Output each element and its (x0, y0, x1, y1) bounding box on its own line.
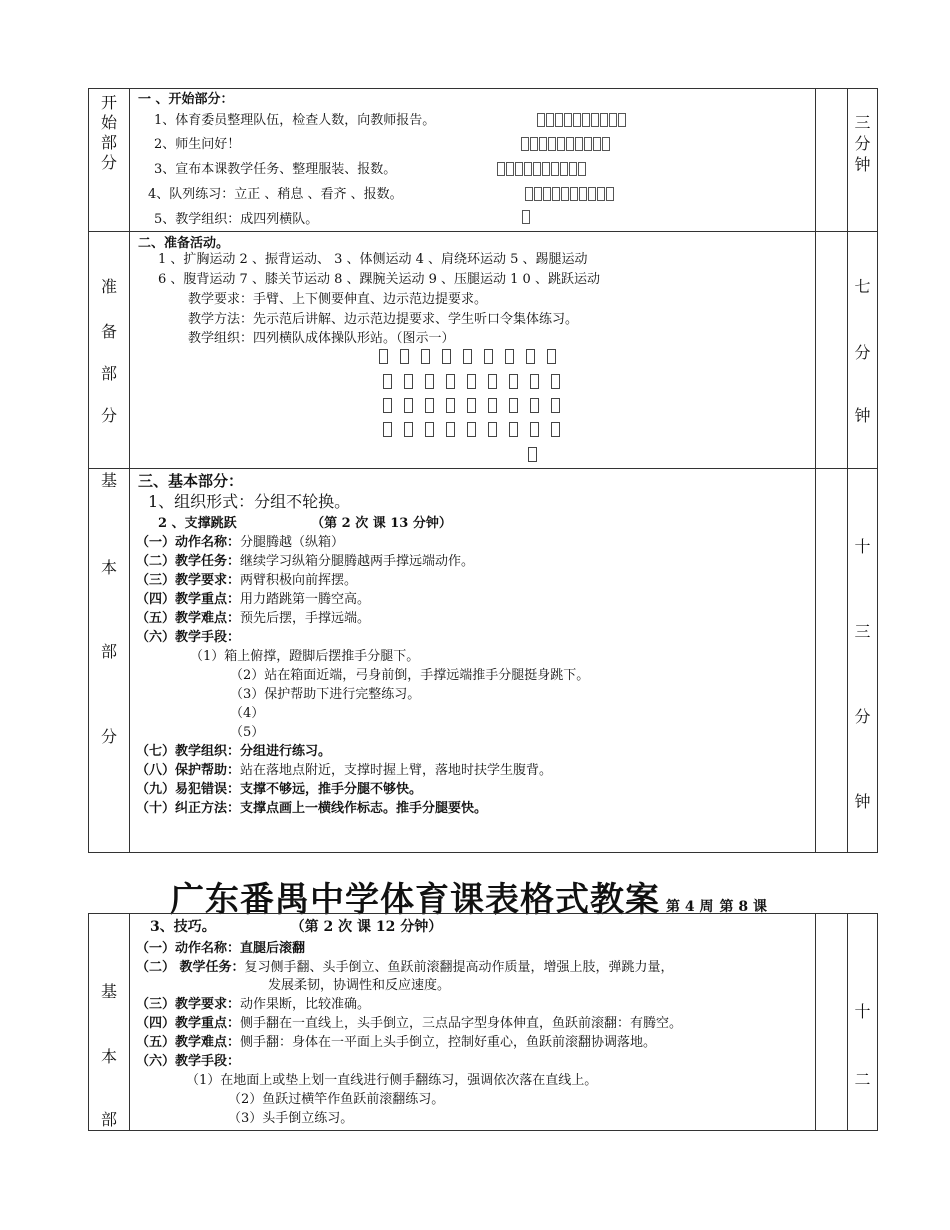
field-row: （七）教学组织：分组进行练习。 (136, 744, 332, 759)
basic-empty-cell (816, 469, 848, 853)
item-session-2: （第 2 次 课 12 分钟） (290, 919, 443, 935)
field-row-continued: 发展柔韧，协调性和反应速度。 (268, 978, 451, 993)
field-row: （二） 教学任务：复习侧手翻、头手倒立、鱼跃前滚翻提高动作质量，增强上肢，弹跳力量， (136, 960, 674, 975)
basic-heading: 三、基本部分： (138, 472, 244, 490)
side-char: 备 (100, 322, 117, 341)
formation-glyphs (525, 187, 615, 204)
means-line: （2）站在箱面近端，弓身前倒，手撑远端推手分腿挺身跳下。 (230, 668, 590, 683)
side-char: 基 (100, 982, 117, 1001)
basic-section-row-2 (89, 914, 877, 1130)
basic-time-label-2 (848, 914, 877, 1130)
time-char: 三 (854, 113, 871, 132)
means-line: （1）箱上俯撑，蹬脚后摆推手分腿下。 (190, 649, 420, 664)
field-row: （三）教学要求：动作果断，比较准确。 (136, 997, 371, 1012)
side-char: 始 (100, 113, 117, 132)
time-char: 分 (854, 707, 871, 726)
field-row: （三）教学要求：两臂积极向前挥摆。 (136, 573, 358, 588)
side-char: 基 (100, 471, 117, 490)
time-char: 钟 (854, 406, 871, 425)
prep-exercises-1: 1 、扩胸运动 2 、振背运动、 3 、体侧运动 4 、肩绕环运动 5 、踢腿运动 (158, 252, 588, 267)
item-title-2 (150, 919, 442, 935)
basic-org-form: 1、组织形式：分组不轮换。 (148, 492, 351, 511)
time-char: 七 (854, 277, 871, 296)
field-row: （一）动作名称：分腿腾越（纵箱） (136, 535, 345, 550)
field-row: （一）动作名称：直腿后滚翻 (136, 941, 306, 956)
basic-section-content (130, 469, 816, 853)
formation-glyphs (522, 210, 531, 227)
means-line: （3）头手倒立练习。 (228, 1111, 354, 1126)
time-char: 三 (854, 622, 871, 641)
prep-time-label (848, 232, 877, 468)
start-line-3: 3、宣布本课教学任务、整理服装、报数。 (154, 162, 397, 177)
start-line-1: 1、体育委员整理队伍，检查人数，向教师报告。 (154, 113, 436, 128)
item-title (158, 516, 452, 532)
time-char: 十 (854, 1002, 871, 1021)
side-char: 准 (100, 277, 117, 296)
start-section-content (130, 89, 816, 231)
means-line: （5） (230, 725, 265, 740)
side-char: 分 (100, 727, 117, 746)
formation-diagram-row-2 (383, 374, 572, 394)
field-row: （二）教学任务：继续学习纵箱分腿腾越两手撑远端动作。 (136, 554, 475, 569)
prep-section-label (89, 232, 130, 468)
basic-empty-cell-2 (816, 914, 848, 1130)
side-char: 本 (100, 1047, 117, 1066)
basic-section-label-2 (89, 914, 130, 1130)
basic-section-label (89, 469, 130, 853)
means-line: （1）在地面上或垫上划一直线进行侧手翻练习，强调依次落在直线上。 (186, 1073, 598, 1088)
time-char: 钟 (854, 792, 871, 811)
formation-diagram-row-3 (383, 398, 572, 418)
side-char: 部 (100, 133, 117, 152)
item-session: （第 2 次 课 13 分钟） (311, 516, 452, 531)
item-title-text-2: 3、技巧。 (150, 919, 216, 935)
formation-glyphs (497, 162, 587, 179)
formation-glyphs (521, 137, 611, 154)
side-char: 部 (100, 642, 117, 661)
lesson-table-1 (88, 88, 878, 853)
basic-section-content-2 (130, 914, 816, 1130)
means-line: （2）鱼跃过横竿作鱼跃前滚翻练习。 (228, 1092, 445, 1107)
field-row: （四）教学重点：用力踏跳第一腾空高。 (136, 592, 371, 607)
side-char: 本 (100, 558, 117, 577)
formation-glyphs (537, 113, 627, 130)
means-line: （3）保护帮助下进行完整练习。 (230, 687, 421, 702)
time-char: 分 (854, 134, 871, 153)
prep-section-content (130, 232, 816, 468)
lesson-label: 第 8 课 (719, 899, 767, 915)
prep-organization: 教学组织：四列横队成体操队形站。（图示一） (188, 331, 455, 346)
side-char: 开 (100, 93, 117, 112)
formation-diagram-row-1 (379, 349, 568, 369)
teacher-marker (528, 447, 549, 467)
means-line: （4） (230, 706, 265, 721)
side-char: 分 (100, 406, 117, 425)
start-heading: 一 、开始部分： (138, 92, 234, 107)
prep-section-row (89, 231, 877, 469)
start-line-5: 5、教学组织：成四列横队。 (154, 212, 319, 227)
item-title-text: 2 、支撑跳跃 (158, 516, 237, 531)
lesson-table-2 (88, 913, 878, 1131)
side-char: 部 (100, 364, 117, 383)
prep-method: 教学方法：先示范后讲解、边示范边提要求、学生听口令集体练习。 (188, 312, 579, 327)
field-row: （八）保护帮助：站在落地点附近，支撑时握上臂，落地时扶学生腹背。 (136, 763, 553, 778)
field-row: （五）教学难点：预先后摆，手撑远端。 (136, 611, 371, 626)
week-label: 第 4 周 (666, 899, 714, 915)
time-char: 二 (854, 1070, 871, 1089)
field-row: （四）教学重点：侧手翻在一直线上，头手倒立，三点品字型身体伸直，鱼跃前滚翻：有腾空。 (136, 1016, 683, 1031)
start-line-4: 4、队列练习：立正 、稍息 、看齐 、报数。 (148, 187, 403, 202)
page-title-main: 广东番禺中学体育课表格式教案 (170, 880, 660, 920)
prep-empty-cell (816, 232, 848, 468)
basic-section-row (89, 468, 877, 854)
start-empty-cell (816, 89, 848, 231)
prep-exercises-2: 6 、腹背运动 7 、膝关节运动 8 、踝腕关运动 9 、压腿运动 1 0 、跳跃运动 (158, 272, 600, 287)
start-line-2: 2、师生问好！ (154, 137, 241, 152)
field-row: （六）教学手段： (136, 630, 241, 645)
basic-time-label (848, 469, 877, 853)
prep-requirement: 教学要求：手臂、上下侧要伸直、边示范边提要求。 (188, 292, 488, 307)
field-row: （五）教学难点：侧手翻：身体在一平面上头手倒立，控制好重心，鱼跃前滚翻协调落地。 (136, 1035, 657, 1050)
time-char: 十 (854, 537, 871, 556)
start-time-label (848, 89, 877, 231)
start-section-row (89, 89, 877, 231)
side-char: 部 (100, 1110, 117, 1129)
start-section-label (89, 89, 130, 231)
field-row: （十）纠正方法：支撑点画上一横线作标志。推手分腿要快。 (136, 801, 488, 816)
field-row: （六）教学手段： (136, 1054, 241, 1069)
field-row: （九）易犯错误：支撑不够远，推手分腿不够快。 (136, 782, 423, 797)
time-char: 钟 (854, 155, 871, 174)
formation-diagram-row-4 (383, 422, 572, 442)
side-char: 分 (100, 153, 117, 172)
prep-heading: 二、准备活动。 (138, 236, 230, 251)
time-char: 分 (854, 343, 871, 362)
